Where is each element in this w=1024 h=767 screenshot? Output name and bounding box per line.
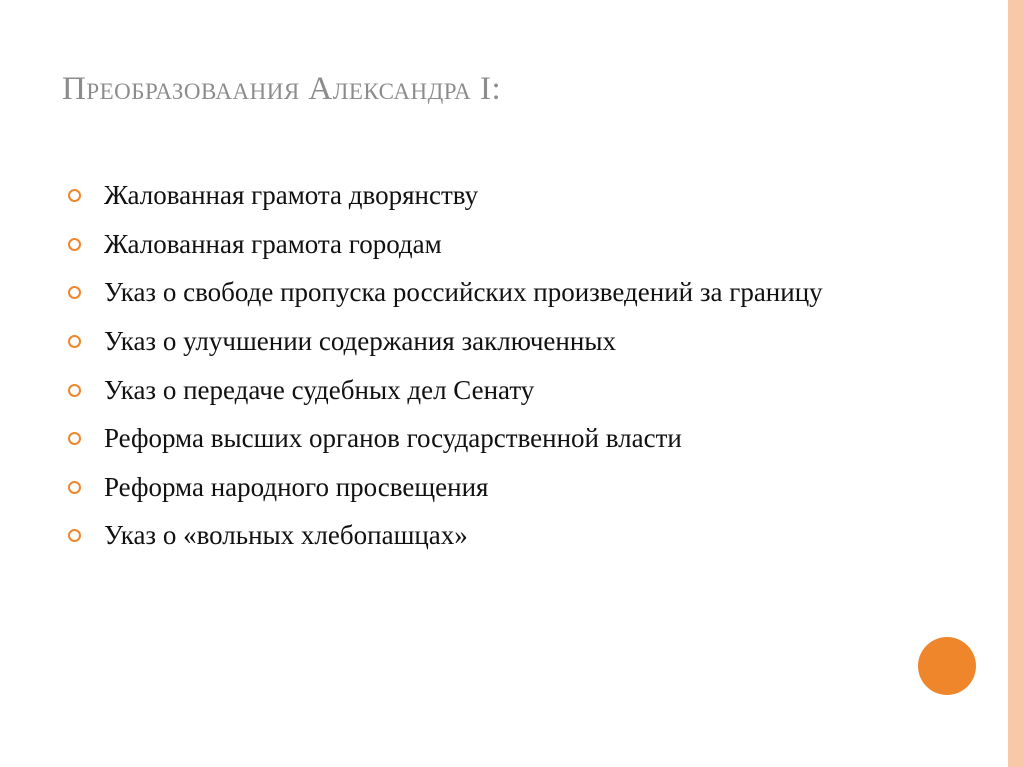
list-item bbox=[62, 373, 882, 409]
list-item bbox=[62, 470, 882, 506]
list-item bbox=[62, 324, 882, 360]
bullet-ring-icon bbox=[68, 286, 81, 299]
list-item-label: Реформа народного просвещения bbox=[104, 471, 489, 502]
bullet-list bbox=[62, 178, 882, 554]
right-decorative-band bbox=[1008, 0, 1024, 767]
bullet-ring-icon bbox=[68, 529, 81, 542]
slide-content bbox=[62, 178, 882, 567]
right-band-separator bbox=[1004, 0, 1008, 767]
bullet-ring-icon bbox=[68, 384, 81, 397]
bullet-ring-icon bbox=[68, 189, 81, 202]
list-item bbox=[62, 518, 882, 554]
list-item bbox=[62, 227, 882, 263]
list-item-label: Указ о свободе пропуска российских произведений за границу bbox=[104, 277, 823, 308]
list-item-label: Жалованная грамота дворянству bbox=[104, 180, 479, 210]
list-item-label: Жалованная грамота городам bbox=[104, 228, 442, 259]
page-title: Преобразоваания Александра I: bbox=[62, 71, 502, 108]
list-item-label: Реформа высших органов государственной власти bbox=[104, 423, 682, 454]
list-item bbox=[62, 275, 882, 311]
list-item-label: Указ о «вольных хлебопашцах» bbox=[104, 520, 468, 551]
bullet-ring-icon bbox=[68, 481, 81, 494]
bullet-ring-icon bbox=[68, 335, 81, 348]
bullet-ring-icon bbox=[68, 432, 81, 445]
bullet-ring-icon bbox=[68, 238, 81, 251]
list-item-label: Указ о улучшении содержания заключенных bbox=[104, 325, 616, 356]
decorative-circle bbox=[918, 637, 976, 695]
list-item bbox=[62, 178, 882, 214]
list-item-label: Указ о передаче судебных дел Сенату bbox=[104, 374, 535, 405]
list-item bbox=[62, 421, 882, 457]
